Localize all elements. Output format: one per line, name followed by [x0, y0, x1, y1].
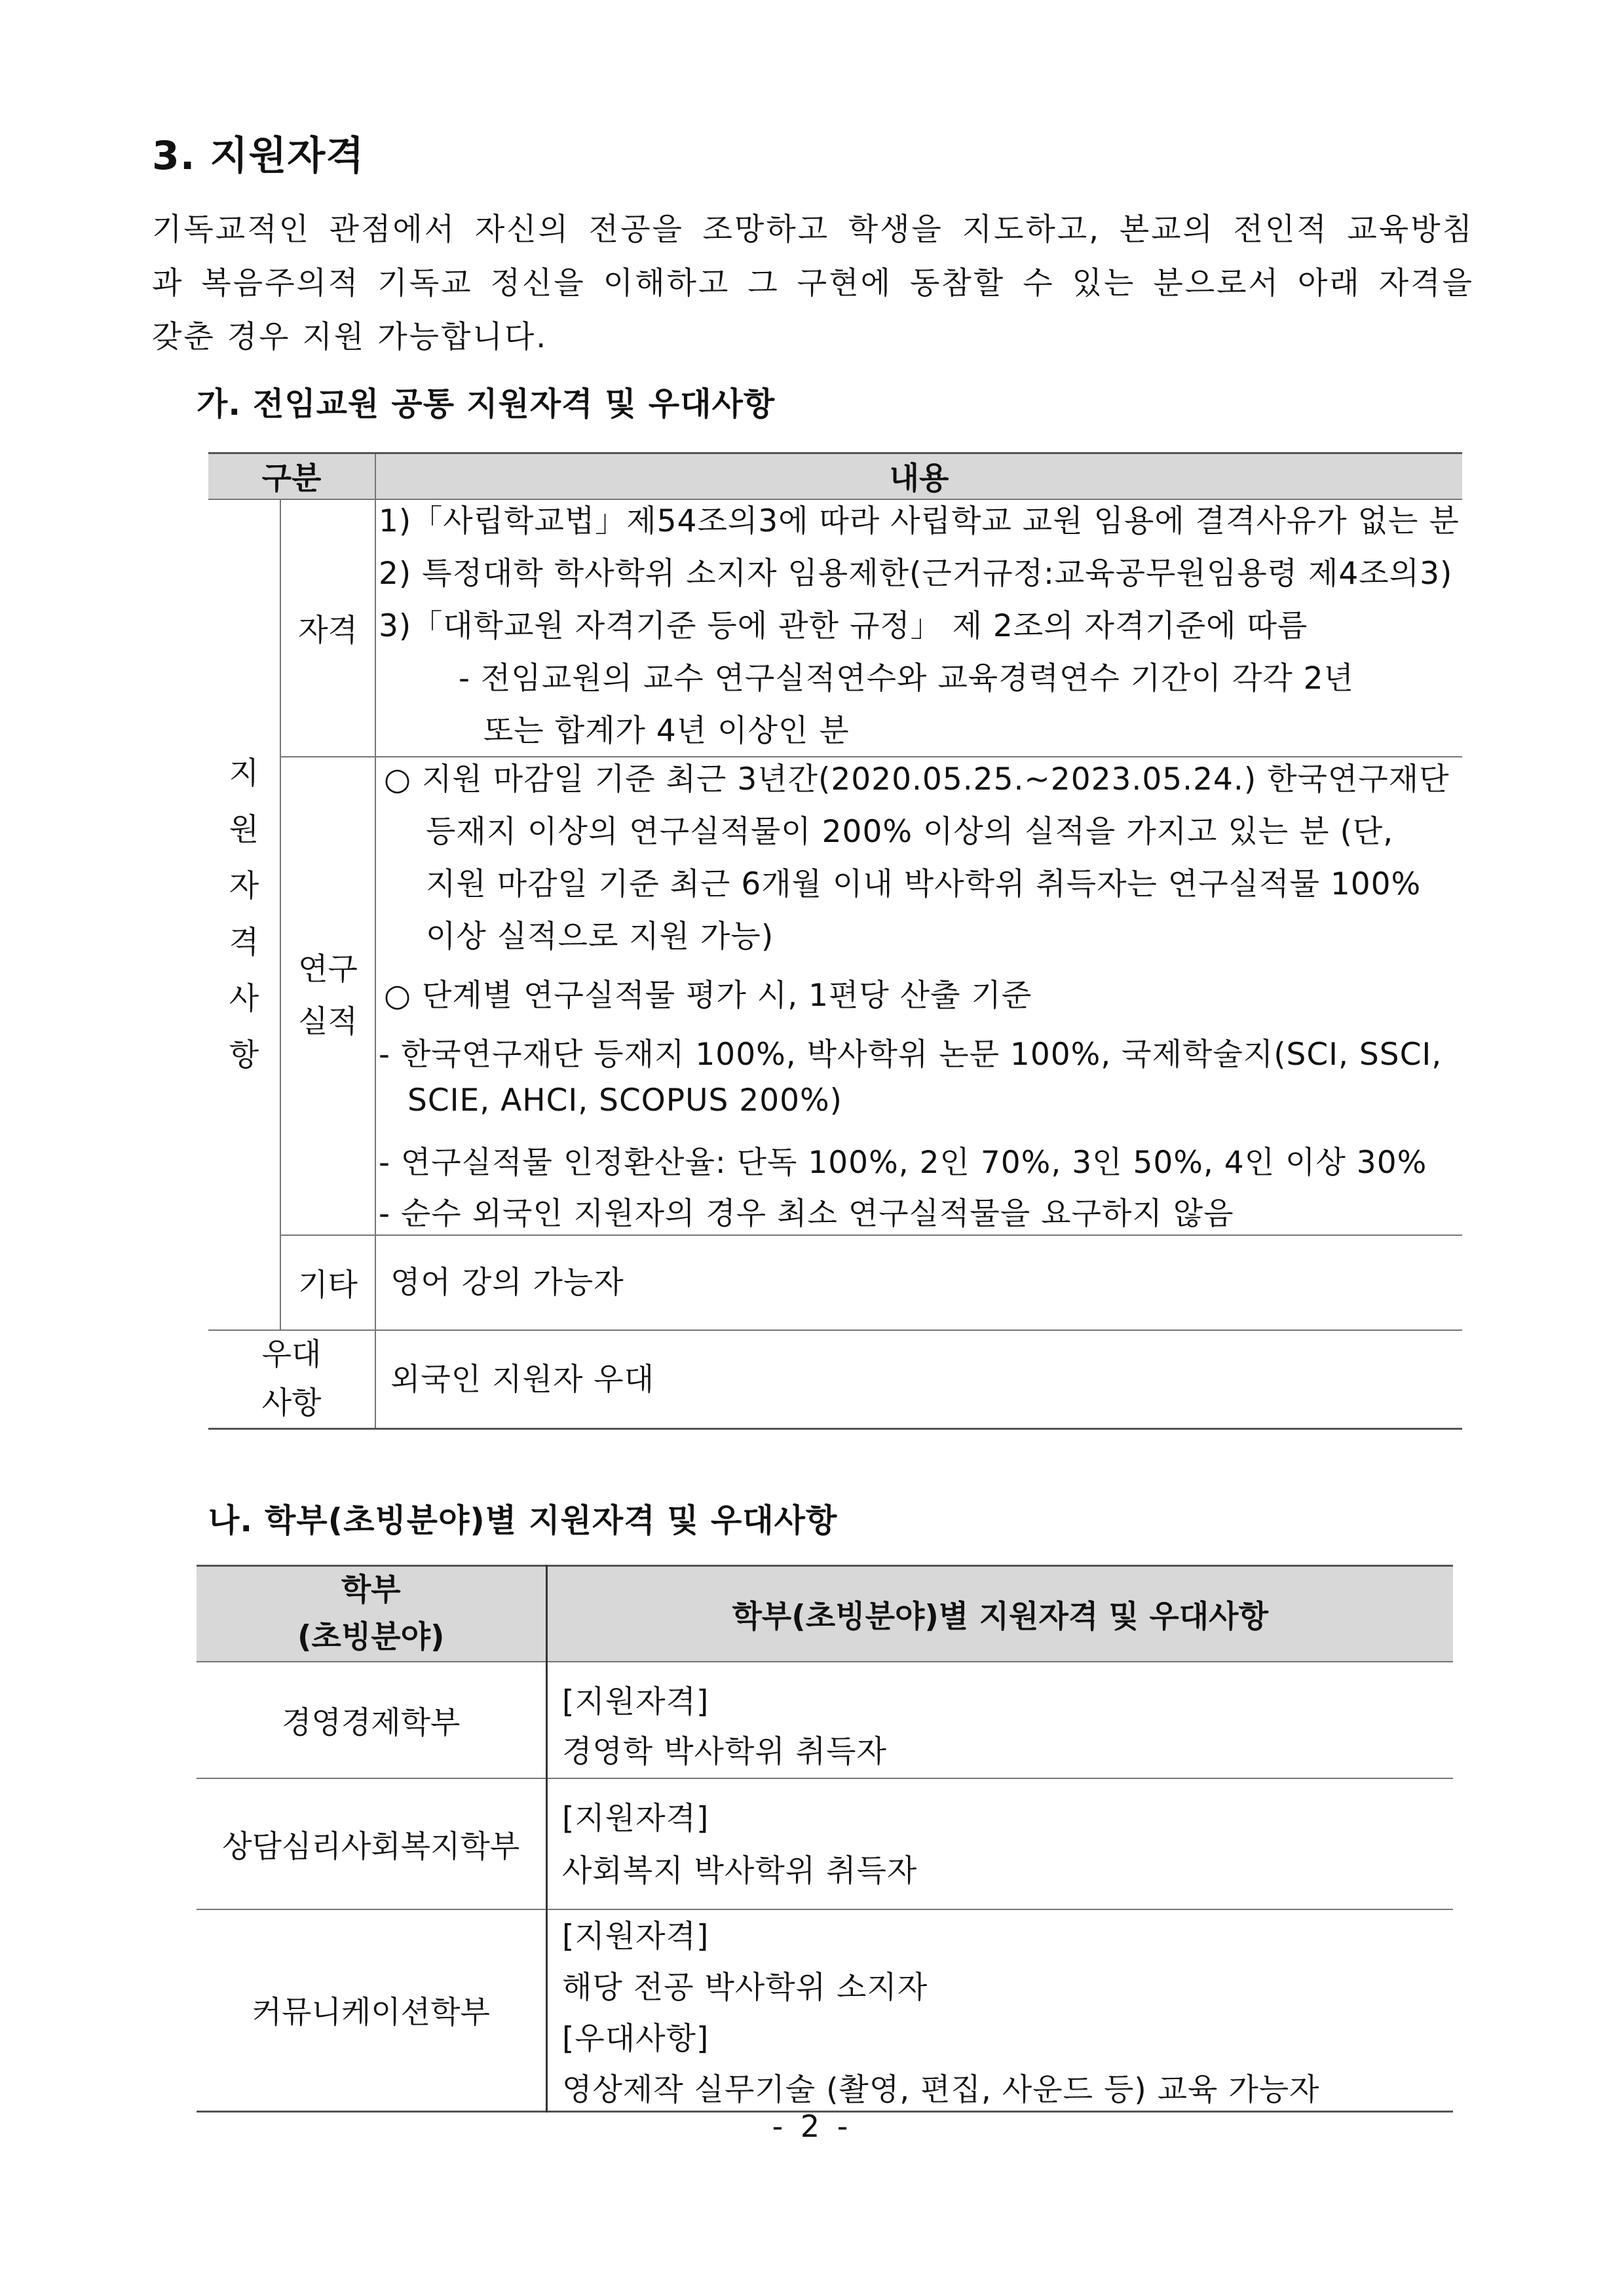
- section-title: 3. 지원자격: [152, 133, 365, 179]
- qualification-label: 자격: [280, 499, 375, 757]
- qualification-line: 1)「사립학교법」제54조의3에 따라 사립학교 교원 임용에 결격사유가 없는 분: [379, 503, 1460, 539]
- page-number: - 2 -: [772, 2109, 852, 2144]
- table-b-title: 나. 학부(초빙분야)별 지원자격 및 우대사항: [208, 1502, 838, 1539]
- header-department: 학부 (초빙분야): [197, 1566, 546, 1662]
- qualification-line: 2) 특정대학 학사학위 소지자 임용제한(근거규정:교육공무원임용령 제4조의3): [379, 556, 1453, 592]
- department-qualification-table: [197, 1565, 1453, 2113]
- department-content-line: 해당 전공 박사학위 소지자: [562, 1970, 928, 2006]
- department-content-line: [우대사항]: [562, 2021, 709, 2057]
- department-content-line: [지원자격]: [562, 1919, 709, 1955]
- research-label: 연구 실적: [280, 757, 375, 1235]
- other-text: 영어 강의 가능자: [390, 1265, 624, 1301]
- research-line: - 연구실적물 인정환산율: 단독 100%, 2인 70%, 3인 50%, 4인 이상 30%: [379, 1145, 1427, 1181]
- research-line: 지원 마감일 기준 최근 6개월 이내 박사학위 취득자는 연구실적물 100%: [426, 866, 1422, 902]
- intro-line: 과 복음주의적 기독교 정신을 이해하고 그 구현에 동참할 수 있는 분으로서 아래 자격을: [152, 265, 1474, 301]
- intro-paragraph: [152, 203, 1474, 364]
- qualification-line: 또는 합계가 4년 이상인 분: [483, 713, 850, 749]
- header-dept-content: 학부(초빙분야)별 지원자격 및 우대사항: [546, 1566, 1453, 1662]
- table-a-title: 가. 전임교원 공통 지원자격 및 우대사항: [197, 385, 776, 423]
- research-line: ○ 단계별 연구실적물 평가 시, 1편당 산출 기준: [384, 978, 1032, 1014]
- department-content-line: [지원자격]: [562, 1684, 709, 1720]
- research-line: SCIE, AHCI, SCOPUS 200%): [407, 1082, 843, 1119]
- research-line: - 순수 외국인 지원자의 경우 최소 연구실적물을 요구하지 않음: [379, 1196, 1234, 1232]
- research-line: ○ 지원 마감일 기준 최근 3년간(2020.05.25.~2023.05.24.) 한국연구재단: [384, 761, 1450, 797]
- header-category: 구분: [208, 453, 375, 499]
- research-line: 이상 실적으로 지원 가능): [426, 919, 774, 955]
- department-content-line: [지원자격]: [562, 1801, 709, 1837]
- research-line: 등재지 이상의 연구실적물이 200% 이상의 실적을 가지고 있는 분 (단,: [426, 814, 1394, 850]
- department-content-line: 사회복지 박사학위 취득자: [562, 1853, 918, 1889]
- department-content-line: 영상제작 실무기술 (촬영, 편집, 사운드 등) 교육 가능자: [562, 2072, 1320, 2108]
- department-name: 경영경제학부: [197, 1662, 546, 1778]
- department-name: 커뮤니케이션학부: [197, 1909, 546, 2111]
- intro-line: 기독교적인 관점에서 자신의 전공을 조망하고 학생을 지도하고, 본교의 전인적 교육방침: [152, 212, 1474, 248]
- department-content-line: 경영학 박사학위 취득자: [562, 1734, 887, 1770]
- preference-label: 우대 사항: [208, 1330, 375, 1429]
- qualification-line: 3)「대학교원 자격기준 등에 관한 규정」 제 2조의 자격기준에 따름: [379, 608, 1308, 644]
- preference-text: 외국인 지원자 우대: [390, 1362, 655, 1398]
- intro-line: 갖춘 경우 지원 가능합니다.: [152, 319, 548, 355]
- header-content: 내용: [375, 453, 1462, 499]
- department-name: 상담심리사회복지학부: [197, 1778, 546, 1909]
- research-line: - 한국연구재단 등재지 100%, 박사학위 논문 100%, 국제학술지(SCI, SSCI,: [379, 1037, 1443, 1073]
- other-label: 기타: [280, 1235, 375, 1330]
- group-label-qualifications: 지 원 자 격 사 항: [208, 499, 280, 1330]
- qualification-line: - 전임교원의 교수 연구실적연수와 교육경력연수 기간이 각각 2년: [459, 660, 1354, 697]
